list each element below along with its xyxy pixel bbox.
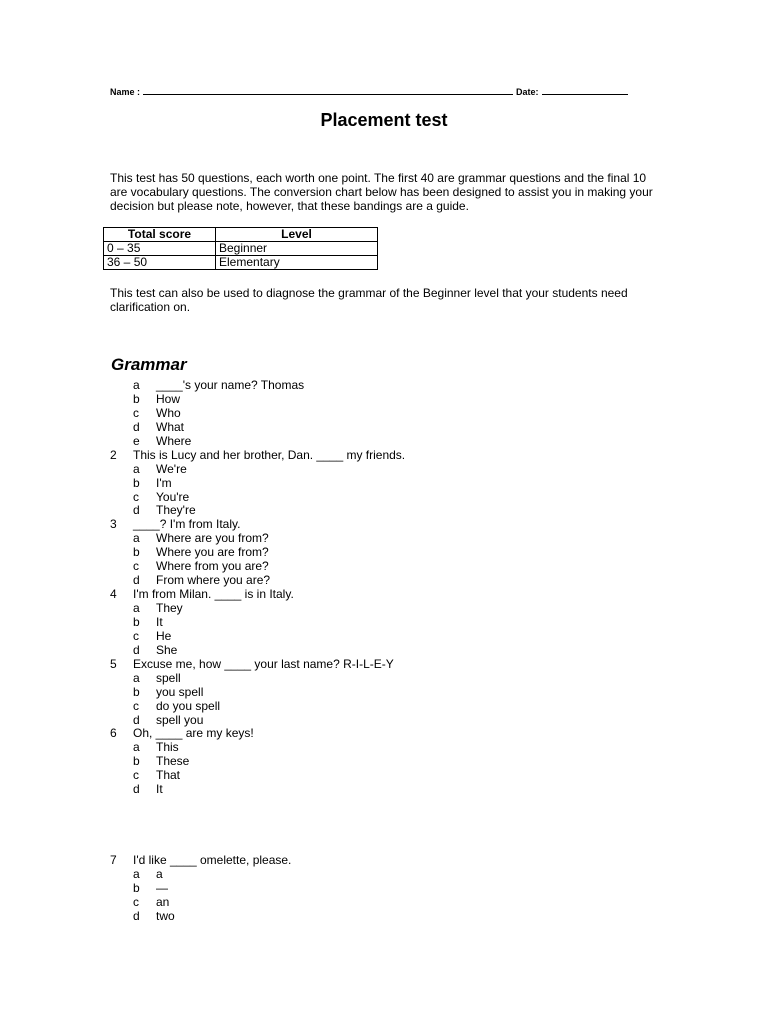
option-letter: d — [133, 782, 140, 797]
option-letter: b — [133, 475, 140, 490]
intro-paragraph: This test has 50 questions, each worth one point. The first 40 are grammar questions and the final 10 are vocabulary questions. The conversion chart below has been designed to assist you in making your decision but please note, however, that these bandings are a guide. — [110, 171, 653, 213]
answer-option[interactable] — [110, 714, 405, 728]
option-text: We're — [156, 461, 187, 476]
answer-option[interactable] — [110, 769, 405, 783]
option-text: It — [156, 782, 163, 797]
question-list — [110, 379, 405, 797]
option-text: spell you — [156, 712, 204, 727]
option-text: He — [156, 628, 172, 643]
answer-option[interactable] — [110, 783, 405, 797]
question-list-continued — [110, 854, 291, 924]
option-text: That — [156, 768, 181, 783]
option-letter: c — [133, 405, 139, 420]
option-letter: a — [133, 531, 140, 546]
table-header-row — [104, 228, 378, 242]
option-letter: a — [133, 461, 140, 476]
answer-option[interactable] — [110, 686, 405, 700]
answer-option[interactable] — [110, 477, 405, 491]
name-label: Name : — [110, 87, 141, 97]
option-text: They're — [156, 503, 196, 518]
answer-option[interactable] — [110, 882, 291, 896]
question-number: 2 — [110, 447, 117, 462]
date-label: Date: — [516, 87, 539, 97]
table-row — [104, 256, 378, 270]
option-letter: b — [133, 391, 140, 406]
option-text: You're — [156, 489, 190, 504]
option-text: Where are you from? — [156, 531, 269, 546]
question-text: This is Lucy and her brother, Dan. ____ my friends. — [133, 447, 406, 462]
answer-option[interactable] — [110, 560, 405, 574]
score-conversion-table — [103, 227, 378, 270]
answer-option[interactable] — [110, 868, 291, 882]
option-text: Who — [156, 405, 181, 420]
option-text: two — [156, 908, 175, 923]
date-field[interactable] — [542, 86, 628, 95]
header-total-score: Total score — [104, 228, 216, 242]
question-line — [110, 588, 405, 602]
level-cell: Elementary — [216, 256, 378, 270]
answer-option[interactable] — [110, 407, 405, 421]
option-letter: b — [133, 684, 140, 699]
answer-option[interactable] — [110, 700, 405, 714]
answer-option[interactable] — [110, 532, 405, 546]
option-letter: a — [133, 866, 140, 881]
option-text: a — [156, 866, 163, 881]
option-letter: b — [133, 614, 140, 629]
option-letter: c — [133, 628, 139, 643]
option-letter: c — [133, 698, 139, 713]
option-letter: c — [133, 489, 139, 504]
answer-option[interactable] — [110, 910, 291, 924]
option-text: They — [156, 601, 183, 615]
option-letter: c — [133, 894, 139, 909]
option-text: How — [156, 391, 181, 406]
option-text: Where — [156, 433, 192, 448]
answer-option[interactable] — [110, 644, 405, 658]
question-line — [110, 518, 405, 532]
answer-option[interactable] — [110, 546, 405, 560]
question-text: I'd like ____ omelette, please. — [133, 853, 292, 867]
option-letter: a — [133, 740, 140, 755]
option-letter: b — [133, 545, 140, 560]
question-text: Excuse me, how ____ your last name? R-I-L-E-Y — [133, 656, 394, 671]
answer-option[interactable] — [110, 896, 291, 910]
option-letter: e — [133, 433, 140, 448]
option-text: It — [156, 614, 163, 629]
option-letter: d — [133, 908, 140, 923]
option-text: ____'s your name? Thomas — [156, 378, 305, 392]
answer-option[interactable] — [110, 616, 405, 630]
answer-option[interactable] — [110, 741, 405, 755]
option-letter: a — [133, 601, 140, 615]
option-text: This — [156, 740, 179, 755]
option-text: I'm — [156, 475, 172, 490]
answer-option[interactable] — [110, 435, 405, 449]
answer-option[interactable] — [110, 574, 405, 588]
option-text: you spell — [156, 684, 204, 699]
question-text: Oh, ____ are my keys! — [133, 726, 254, 741]
score-cell: 0 – 35 — [104, 242, 216, 256]
option-text: do you spell — [156, 698, 221, 713]
option-text: Where from you are? — [156, 559, 269, 574]
option-text: These — [156, 754, 190, 769]
question-line — [110, 854, 291, 868]
answer-option[interactable] — [110, 672, 405, 686]
question-number: 6 — [110, 726, 117, 741]
option-text: an — [156, 894, 170, 909]
question-number: 5 — [110, 656, 117, 671]
section-heading-grammar: Grammar — [111, 355, 187, 374]
question-number: 4 — [110, 587, 117, 602]
option-letter: d — [133, 642, 140, 657]
question-number: 3 — [110, 517, 117, 532]
table-row — [104, 242, 378, 256]
option-letter: c — [133, 559, 139, 574]
option-letter: c — [133, 768, 139, 783]
name-field[interactable] — [143, 86, 513, 95]
option-text: What — [156, 419, 185, 434]
option-text: spell — [156, 670, 181, 685]
option-letter: d — [133, 419, 140, 434]
question-text: ____? I'm from Italy. — [133, 517, 241, 532]
answer-option[interactable] — [110, 379, 405, 393]
option-letter: d — [133, 503, 140, 518]
option-letter: a — [133, 378, 140, 392]
answer-option[interactable] — [110, 491, 405, 505]
answer-option[interactable] — [110, 463, 405, 477]
header-level: Level — [216, 228, 378, 242]
answer-option[interactable] — [110, 393, 405, 407]
name-date-line — [110, 86, 628, 97]
question-line — [110, 449, 405, 463]
option-letter: d — [133, 712, 140, 727]
answer-option[interactable] — [110, 421, 405, 435]
answer-option[interactable] — [110, 504, 405, 518]
question-text: I'm from Milan. ____ is in Italy. — [133, 587, 294, 602]
option-letter: a — [133, 670, 140, 685]
question-line — [110, 727, 405, 741]
score-cell: 36 – 50 — [104, 256, 216, 270]
answer-option[interactable] — [110, 630, 405, 644]
option-text: Where you are from? — [156, 545, 269, 560]
answer-option[interactable] — [110, 755, 405, 769]
note-paragraph: This test can also be used to diagnose the grammar of the Beginner level that your students need clarification on. — [110, 286, 628, 314]
level-cell: Beginner — [216, 242, 378, 256]
question-line — [110, 658, 405, 672]
option-letter: b — [133, 880, 140, 895]
option-text: From where you are? — [156, 573, 271, 588]
answer-option[interactable] — [110, 602, 405, 616]
question-number: 7 — [110, 853, 117, 867]
option-text: — — [156, 880, 168, 895]
page-title: Placement test — [320, 110, 448, 130]
option-letter: d — [133, 573, 140, 588]
option-letter: b — [133, 754, 140, 769]
option-text: She — [156, 642, 178, 657]
